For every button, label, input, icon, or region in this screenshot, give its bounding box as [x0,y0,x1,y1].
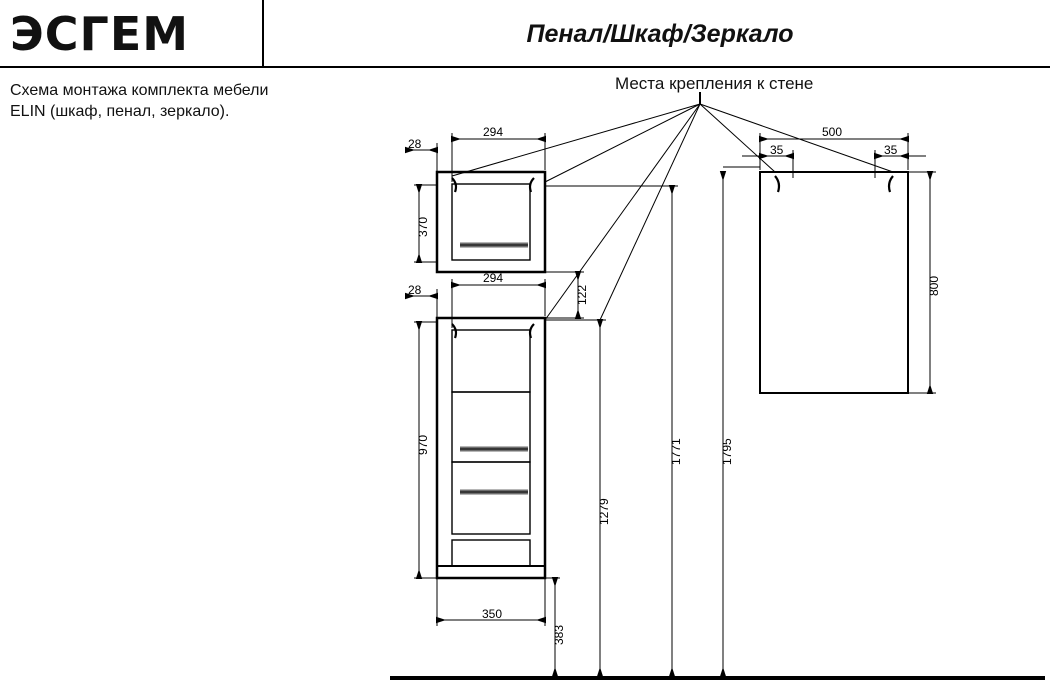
dim-350: 350 [482,607,503,621]
intro-line-2: ELIN (шкаф, пенал, зеркало). [10,103,230,120]
intro-line-1: Схема монтажа комплекта мебели [10,82,269,99]
dim-1795: 1795 [720,438,734,465]
dim-294-tall: 294 [483,271,504,285]
dim-35-right: 35 [884,143,898,157]
dim-28-top: 28 [408,137,422,151]
header-horizontal-rule [0,66,1050,68]
brand-logo: ЭСГЕМ [10,7,190,61]
dim-122: 122 [575,284,589,305]
dim-800: 800 [927,275,941,296]
dim-970: 970 [416,434,430,455]
wall-mount-callout-label: Места крепления к стене [615,74,814,93]
header-vertical-rule [262,0,264,66]
dim-1279: 1279 [597,498,611,525]
dim-28-tall: 28 [408,283,422,297]
page-title: Пенал/Шкаф/Зеркало [526,20,794,48]
dim-500: 500 [822,125,843,139]
dim-294-top: 294 [483,125,504,139]
dim-35-left: 35 [770,143,784,157]
dim-383: 383 [552,624,566,645]
dim-1771: 1771 [669,438,683,465]
intro-text [10,80,370,122]
dim-370: 370 [416,216,430,237]
